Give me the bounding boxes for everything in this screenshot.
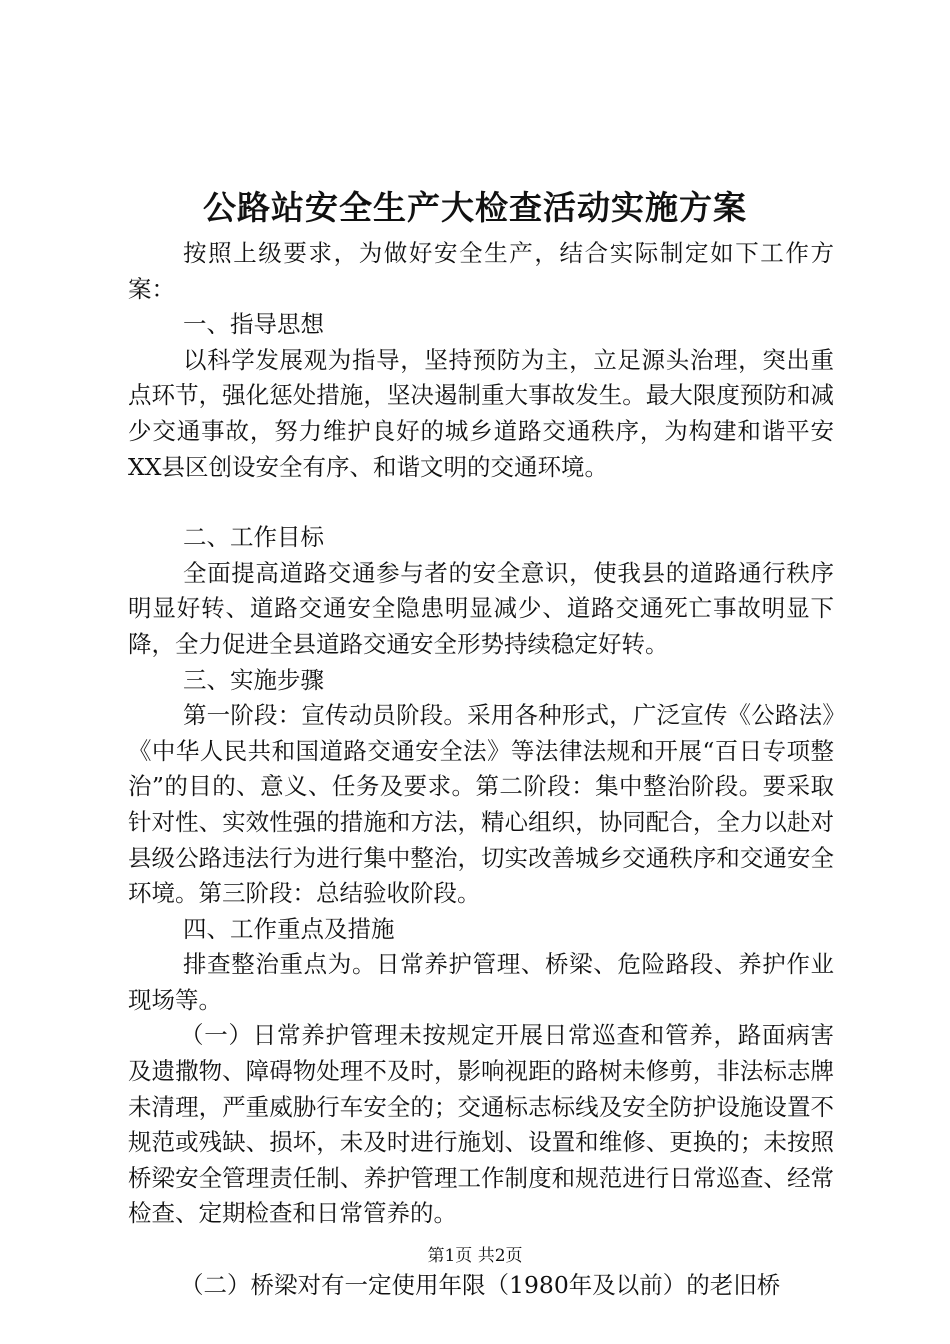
document-title: 公路站安全生产大检查活动实施方案 bbox=[203, 188, 747, 227]
document-body bbox=[128, 236, 834, 1304]
paragraph-item-two: （二）桥梁对有一定使用年限（1980年及以前）的老旧桥 bbox=[180, 1271, 781, 1300]
section-heading-work-goals: 二、工作目标 bbox=[183, 523, 324, 552]
section-heading-implementation-steps: 三、实施步骤 bbox=[183, 665, 324, 694]
paragraph-implementation-steps: 第一阶段：宣传动员阶段。采用各种形式，广泛宣传《公路法》《中华人民共和国道路交通安全法》等法律法规和开展“百日专项整治”的目的、意义、任务及要求。第二阶段：集中整治阶段。要采取针对性、实效性强的措施和方法，精心组织，协同配合，全力以赴对县级公路违法行为进行集中整治，切实改善城乡交通秩序和交通安全环境。第三阶段：总结验收阶段。 bbox=[128, 701, 834, 908]
paragraph-key-points: 排查整治重点为。日常养护管理、桥梁、危险路段、养护作业现场等。 bbox=[128, 950, 834, 1014]
page-footer: 第1页 共2页 bbox=[427, 1246, 523, 1266]
paragraph-work-goals: 全面提高道路交通参与者的安全意识，使我县的道路通行秩序明显好转、道路交通安全隐患明显减少、道路交通死亡事故明显下降，全力促进全县道路交通安全形势持续稳定好转。 bbox=[128, 558, 834, 658]
section-heading-guiding-thought: 一、指导思想 bbox=[183, 310, 324, 339]
paragraph-guiding-thought: 以科学发展观为指导，坚持预防为主，立足源头治理，突出重点环节，强化惩处措施，坚决遏制重大事故发生。最大限度预防和减少交通事故，努力维护良好的城乡道路交通秩序，为构建和谐平安XX县区创设安全有序、和谐文明的交通环境。 bbox=[128, 345, 834, 481]
intro-paragraph: 按照上级要求，为做好安全生产，结合实际制定如下工作方案： bbox=[128, 239, 834, 303]
paragraph-spacer bbox=[128, 485, 834, 520]
paragraph-item-one: （一）日常养护管理未按规定开展日常巡查和管养，路面病害及遗撒物、障碍物处理不及时，影响视距的路树未修剪，非法标志牌未清理，严重威胁行车安全的；交通标志标线及安全防护设施设置不规范或残缺、损坏，未及时进行施划、设置和维修、更换的；未按照桥梁安全管理责任制、养护管理工作制度和规范进行日常巡查、经常检查、定期检查和日常管养的。 bbox=[128, 1021, 834, 1228]
section-heading-key-points: 四、工作重点及措施 bbox=[183, 914, 395, 943]
